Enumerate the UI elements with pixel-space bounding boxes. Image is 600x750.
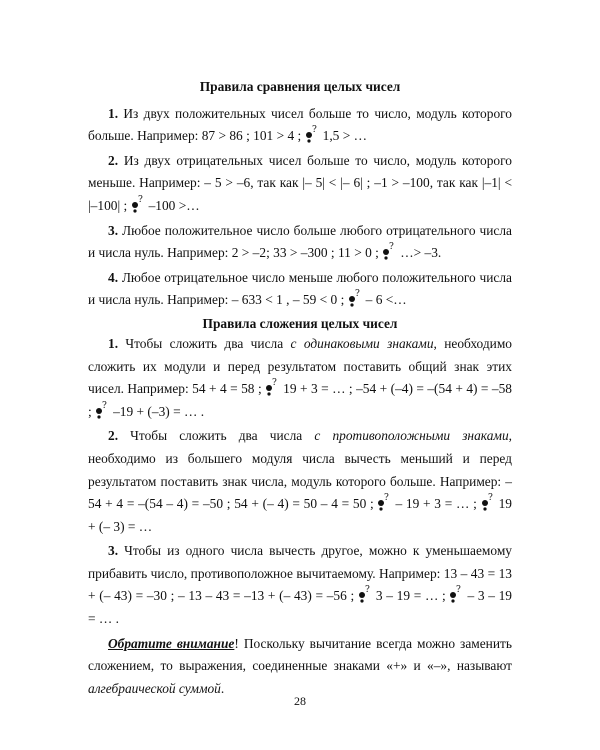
task-text: – 6 <… bbox=[365, 292, 407, 308]
rule-number: 3. bbox=[108, 222, 119, 238]
rule-number: 3. bbox=[108, 543, 119, 559]
question-icon bbox=[131, 194, 145, 212]
rule-emphasis: с противоположными знаками bbox=[314, 428, 509, 444]
rule-number: 1. bbox=[108, 105, 119, 121]
svg-text:?: ? bbox=[354, 289, 360, 300]
page-content bbox=[88, 62, 512, 702]
question-icon bbox=[377, 493, 391, 510]
svg-text:?: ? bbox=[364, 585, 370, 596]
section-title-addition: Правила сложения целых чисел bbox=[202, 315, 398, 331]
rule-text: Из двух отрицательных чисел больше то число, модуль которого меньше. Например: – 5 > –6, так как |– 5| < |– 6| ; –1 > –100, так как |–1| < |–100| ; bbox=[88, 152, 512, 213]
task-text: – 19 + 3 = … ; bbox=[395, 496, 477, 512]
task-text: 19 + 3 = … ; bbox=[283, 381, 353, 397]
question-icon bbox=[481, 493, 495, 510]
rule-emphasis: с одинаковыми знаками bbox=[290, 335, 434, 351]
task-text: …> –3. bbox=[400, 245, 442, 261]
question-icon bbox=[358, 585, 372, 602]
svg-text:?: ? bbox=[311, 125, 317, 136]
addition-rule-3 bbox=[88, 540, 512, 630]
task-text: 1,5 > … bbox=[322, 128, 368, 144]
rule-text: Чтобы из одного числа вычесть другое, можно к уменьшаемому прибавить число, противоположное вычитаемому. Например: 13 – 43 = 13 + (– 43) = –30 ; – 13 – 43 = –13 + (– 43) = –56 ; bbox=[88, 543, 512, 604]
addition-rule-2 bbox=[88, 425, 512, 538]
note-emphasis: алгебраической суммой bbox=[88, 680, 221, 696]
rule-text: Чтобы сложить два числа bbox=[118, 335, 291, 351]
rule-text: Любое отрицательное число меньше любого положительного числа и числа нуль. Например: – 633 < 1 , – 59 < 0 ; bbox=[88, 269, 512, 308]
comparison-rule-3 bbox=[88, 220, 512, 265]
rule-number: 1. bbox=[108, 335, 119, 351]
task-text: – 3 – 19 = … . bbox=[88, 588, 512, 627]
note-text: ! Поскольку вычитание всегда можно заменить сложением, то выражения, соединенные знаками «+» и «–», называют bbox=[88, 635, 512, 674]
addition-rule-1 bbox=[88, 333, 512, 423]
question-icon bbox=[348, 289, 362, 306]
rule-text: Любое положительное число больше любого отрицательного числа и числа нуль. Например: 2 > –2; 33 > –300 ; 11 > 0 ; bbox=[88, 222, 512, 261]
rule-number: 4. bbox=[108, 269, 119, 285]
note-text: . bbox=[220, 680, 225, 696]
rule-text: Чтобы сложить два числа bbox=[118, 428, 315, 444]
svg-text:?: ? bbox=[272, 378, 277, 389]
comparison-rule-2 bbox=[88, 150, 512, 218]
question-icon bbox=[95, 400, 109, 418]
task-text: 3 – 19 = … ; bbox=[375, 588, 446, 604]
svg-text:?: ? bbox=[102, 400, 107, 411]
rule-text: Из двух положительных чисел больше то число, модуль которого больше. Например: 87 > 86 ; 101 > 4 ; bbox=[88, 105, 512, 144]
task-text: –100 >… bbox=[148, 197, 200, 213]
svg-text:?: ? bbox=[487, 493, 493, 504]
page-number: 28 bbox=[294, 694, 306, 708]
attention-label: Обратите внимание bbox=[108, 635, 235, 651]
question-icon bbox=[265, 378, 279, 395]
example-text: –54 + (–4) = –(54 + 4) = –58 ; bbox=[88, 381, 513, 419]
question-icon bbox=[305, 125, 319, 142]
svg-text:?: ? bbox=[137, 194, 143, 205]
rule-number: 2. bbox=[108, 428, 119, 444]
rule-text: , необходимо сложить их модули и перед результатом поставить общий знак этих чисел. Например: 54 + 4 = 58 ; bbox=[88, 335, 512, 397]
svg-text:?: ? bbox=[389, 242, 395, 253]
svg-text:?: ? bbox=[456, 585, 462, 596]
comparison-rule-4 bbox=[88, 267, 512, 312]
rule-text: , необходимо из большего модуля числа вычесть меньший и перед результатом поставить знак числа, модуль которого больше. Например: – 54 + 4 = –(54 – 4) = –50 ; 54 + (– 4) = 50 – 4 = 50 ; bbox=[88, 428, 512, 512]
comparison-rule-1 bbox=[88, 103, 512, 148]
task-text: 19 + (– 3) = … bbox=[88, 496, 512, 534]
question-icon bbox=[382, 242, 396, 259]
rule-number: 2. bbox=[108, 152, 119, 168]
question-icon bbox=[449, 585, 463, 602]
section-title-comparison: Правила сравнения целых чисел bbox=[199, 79, 401, 94]
task-text: –19 + (–3) = … . bbox=[113, 403, 205, 419]
svg-text:?: ? bbox=[384, 493, 390, 504]
